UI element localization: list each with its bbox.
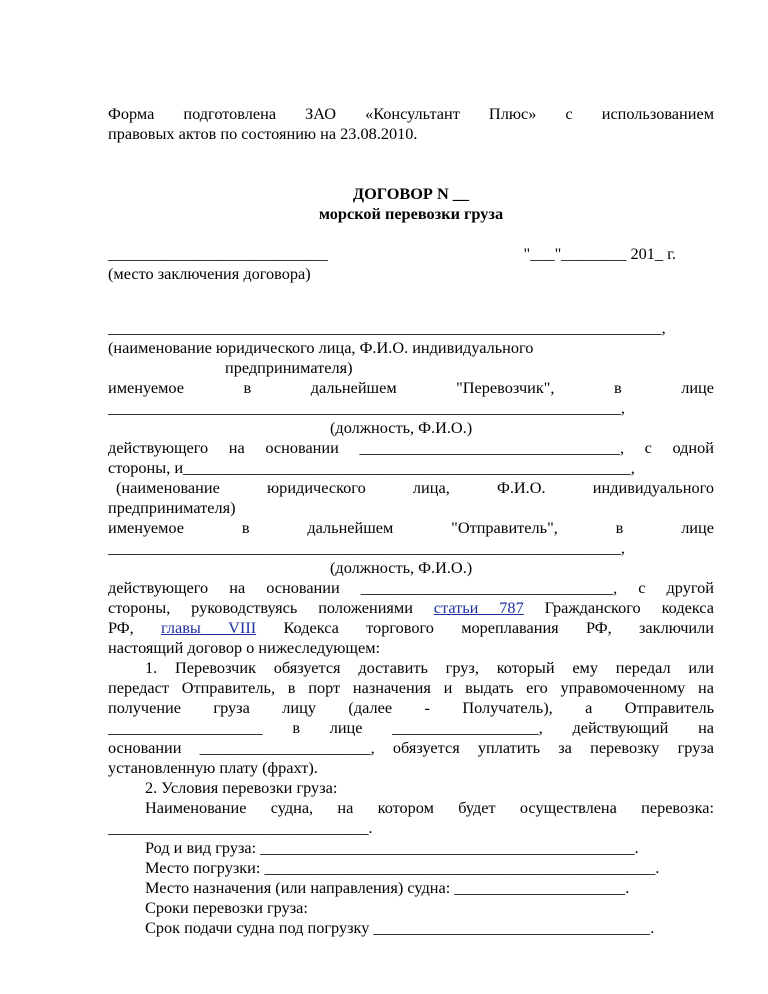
clause-1	[108, 658, 714, 778]
vessel-name-blank: ________________________________.	[108, 818, 373, 837]
carrier-named-line: именуемое в дальнейшем "Перевозчик", в лице	[108, 378, 714, 397]
parties-block	[108, 318, 714, 658]
carrier-basis-line: действующего на основании ________________________________, с одной	[108, 438, 714, 457]
maritime-code-chapter-link[interactable]: главы VIII	[161, 618, 257, 637]
form-notice-line: правовых актов по состоянию на 23.08.2010.	[108, 124, 418, 143]
vessel-name-line: Наименование судна, на котором будет осуществлена перевозка:	[145, 798, 714, 817]
carrier-name-blank: ____________________________________________________________________,	[108, 318, 666, 337]
clause-1-line: установленную плату (фрахт).	[108, 758, 318, 777]
loading-place-line: Место погрузки: ________________________________________________.	[145, 858, 660, 877]
form-notice	[108, 104, 714, 144]
shipper-rep-caption: (должность, Ф.И.О.)	[330, 558, 473, 577]
agreement-intro: настоящий договор о нижеследующем:	[108, 638, 381, 657]
vessel-delivery-line: Срок подачи судна под погрузку __________________________________.	[145, 918, 655, 937]
clause-2	[108, 778, 714, 938]
place-caption: (место заключения договора)	[108, 264, 311, 283]
place-date-block	[108, 244, 714, 284]
shipper-name-blank: стороны, и_______________________________________________________,	[108, 458, 635, 477]
shipper-named-line: именуемое в дальнейшем "Отправитель", в лице	[108, 518, 714, 537]
clause-1-line: основании _____________________, обязуется уплатить за перевозку груза	[108, 738, 714, 757]
contract-date: "___"________ 201_ г.	[523, 244, 676, 263]
clause-1-line: ___________________ в лице __________________, действующий на	[108, 718, 715, 737]
contract-number: ДОГОВОР N __	[352, 184, 470, 203]
cargo-type-line: Род и вид груза: ______________________________________________.	[145, 838, 639, 857]
place-blank: ___________________________	[108, 244, 328, 263]
destination-line: Место назначения (или направления) судна: _____________________.	[145, 878, 630, 897]
shipper-basis-line: действующего на основании _______________________________, с другой	[108, 578, 714, 597]
carrier-rep-blank: _______________________________________________________________,	[108, 398, 625, 417]
civil-code-article-link[interactable]: статьи 787	[433, 598, 524, 617]
transport-terms-title: Сроки перевозки груза:	[145, 898, 308, 917]
shipper-name-caption-cont: предпринимателя)	[108, 498, 236, 517]
carrier-name-caption-cont: предпринимателя)	[225, 358, 353, 377]
shipper-rep-blank: _______________________________________________________________,	[108, 538, 625, 557]
legal-basis-line: стороны, руководствуясь положениями статьи 787 Гражданского кодекса	[108, 598, 715, 617]
legal-basis-line-2: РФ, главы VIII Кодекса торгового мореплавания РФ, заключили	[108, 618, 714, 637]
carrier-name-caption: (наименование юридического лица, Ф.И.О. индивидуального	[108, 338, 534, 357]
clause-1-line: 1. Перевозчик обязуется доставить груз, который ему передал или	[145, 658, 714, 677]
contract-subject: морской перевозки груза	[318, 204, 504, 223]
clause-2-title: 2. Условия перевозки груза:	[145, 778, 338, 797]
clause-1-line: передаст Отправитель, в порт назначения и выдать его управомоченному на	[108, 678, 714, 697]
shipper-name-caption: (наименование юридического лица, Ф.И.О. индивидуального	[116, 478, 714, 497]
document-title	[108, 184, 714, 224]
carrier-rep-caption: (должность, Ф.И.О.)	[330, 418, 473, 437]
form-notice-line: Форма подготовлена ЗАО «Консультант Плюс» с использованием	[108, 104, 714, 123]
clause-1-line: получение груза лицу (далее - Получатель), а Отправитель	[108, 698, 715, 717]
